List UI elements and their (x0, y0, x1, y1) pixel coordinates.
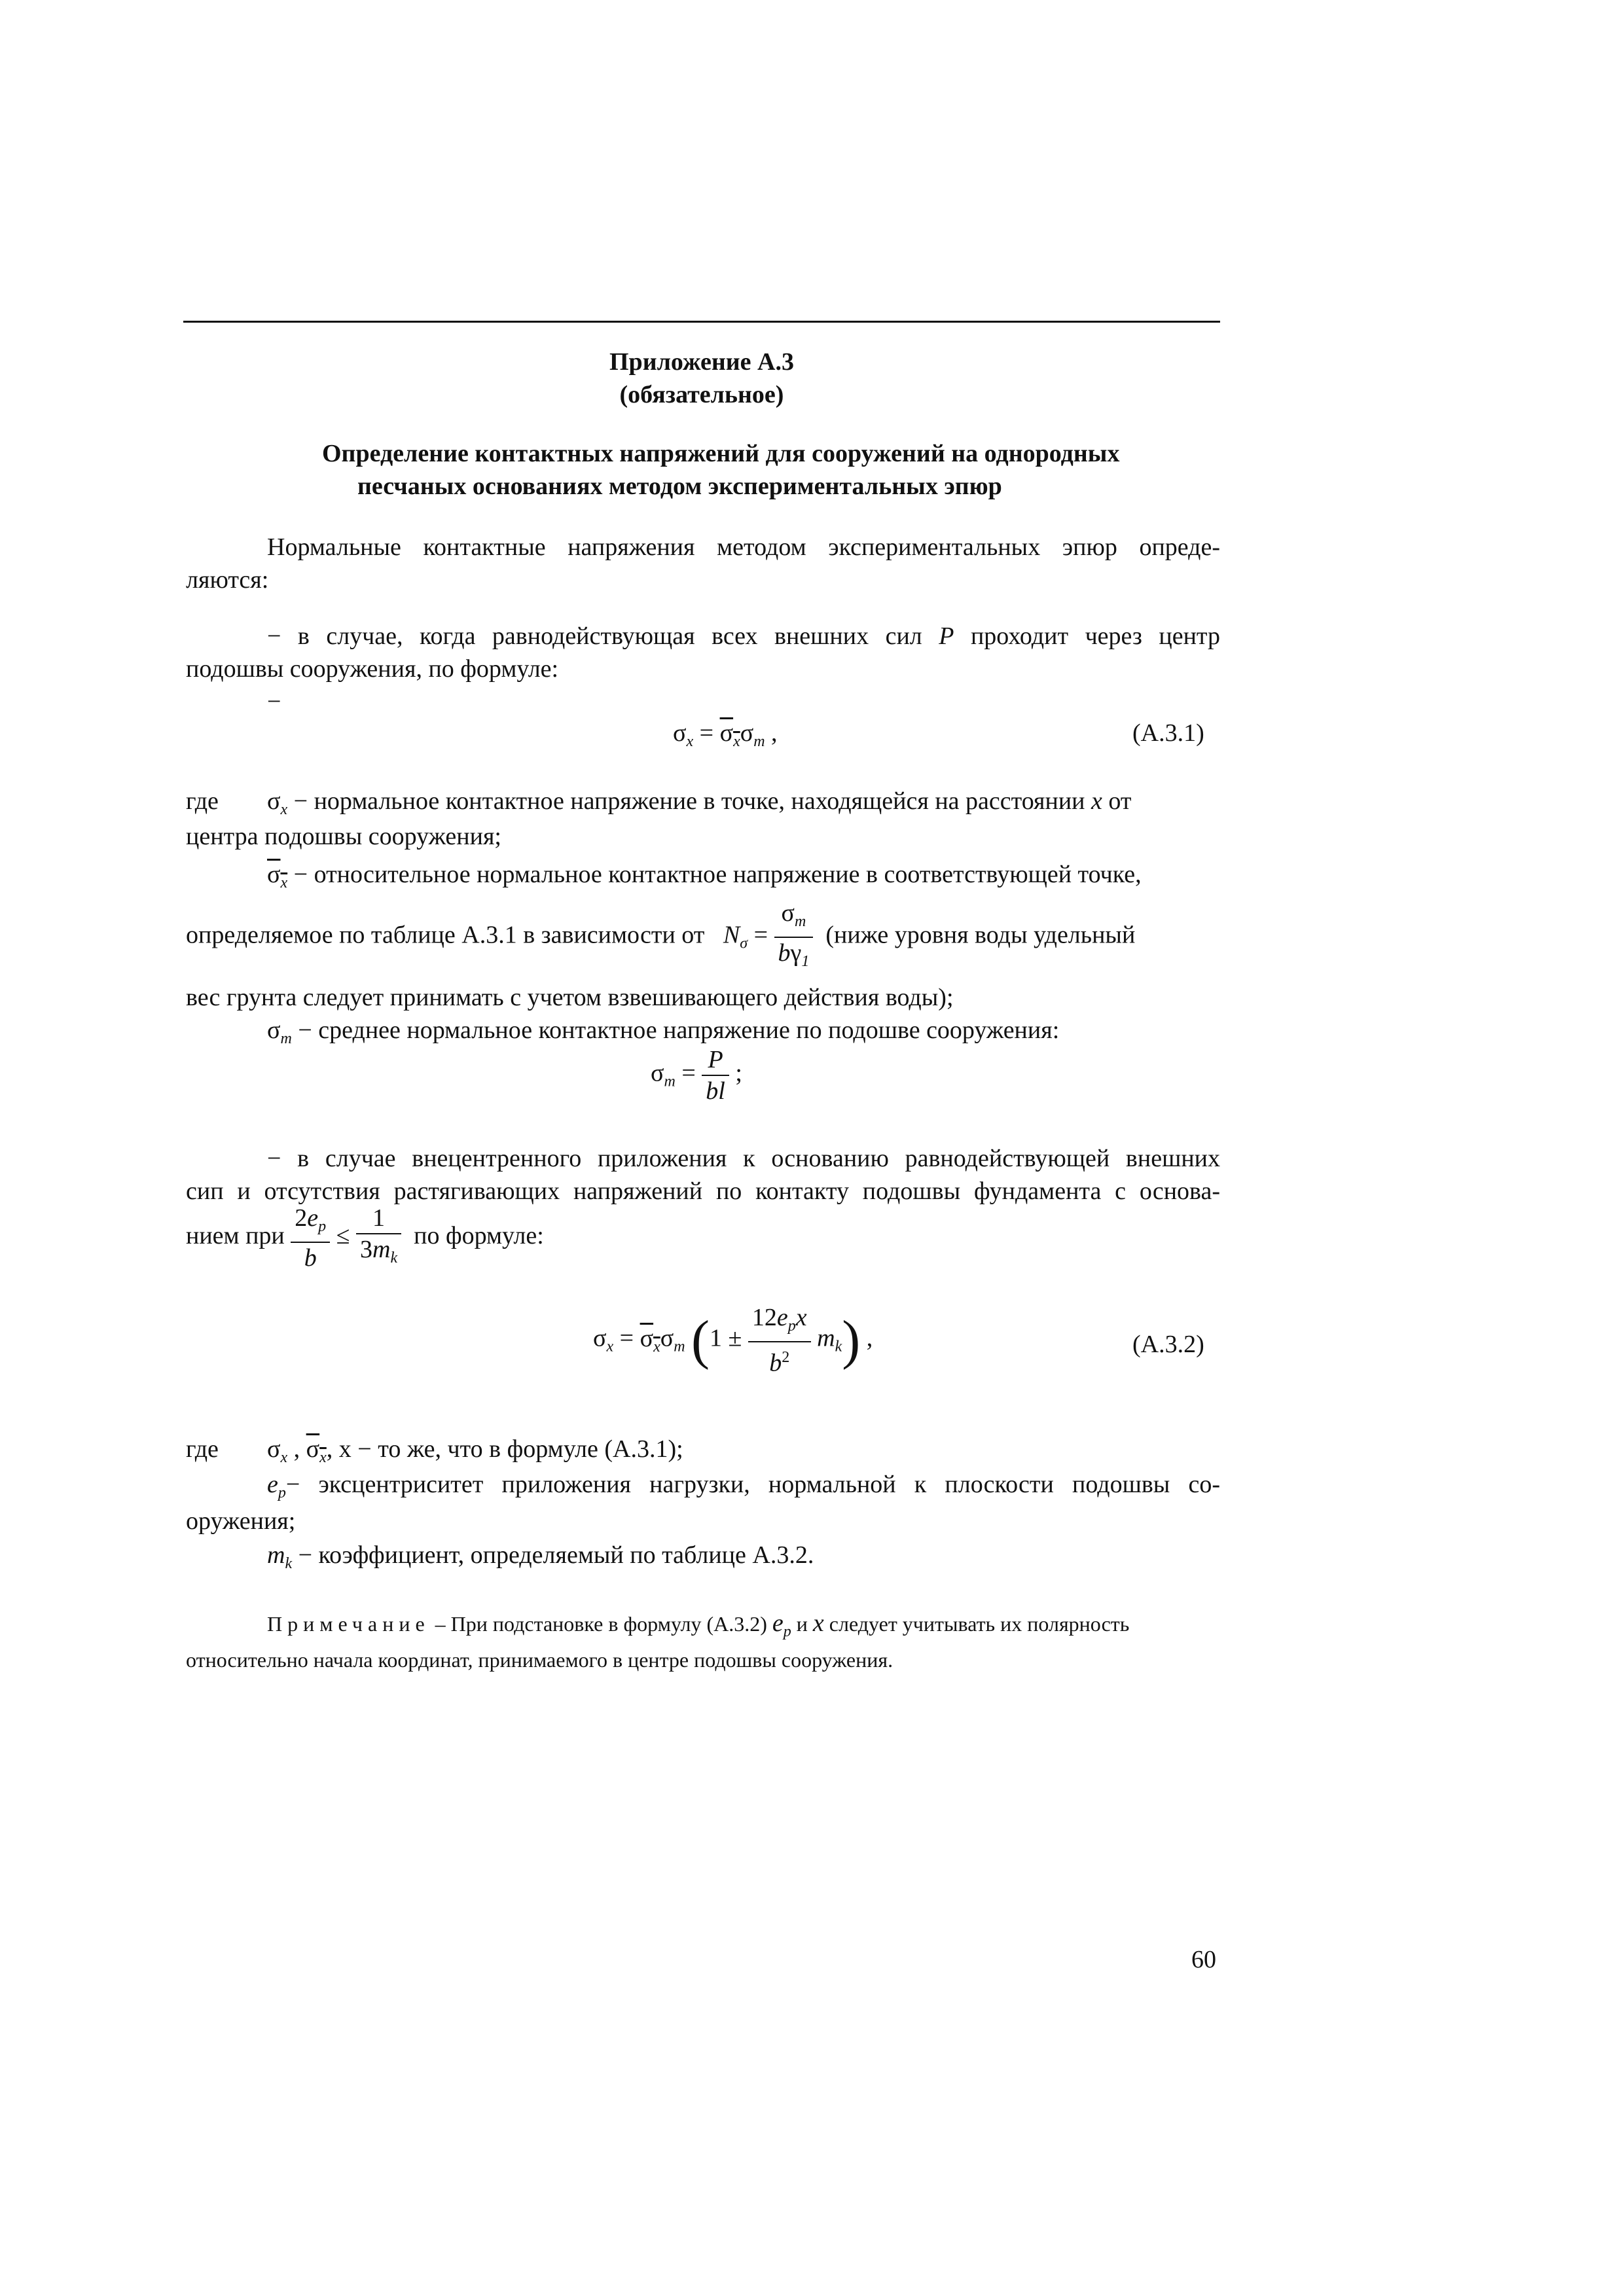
def-sigma-bar-line3: вес грунта следует принимать с учетом взвешивающего действия воды); (186, 984, 954, 1011)
note-line2: относительно начала координат, принимаемого в центре подошвы сооружения. (186, 1648, 893, 1672)
page-number: 60 (1191, 1946, 1216, 1973)
appendix-status: (обязательное) (619, 381, 784, 408)
eccentricity-fraction: $\frac{2e_p}{b}$ (291, 1203, 330, 1273)
formula-a31: $\sigma_x = \sigma_x\sigma_m$ , (673, 719, 778, 750)
case2-line2: сип и отсутствия растягивающих напряжений по контакту подошвы фундамента с основа- (186, 1177, 1220, 1205)
note-line1: Примечание – При подстановке в формулу (А.3.2) $e_p$ и x следует учитывать их полярность (267, 1609, 1130, 1640)
def-sigma-bar-line2: определяемое по таблице А.3.1 в зависимости от $N_\sigma$ = $\frac{\sigma_m}{b\gamma_1}$ (ниже уровня воды удельный (186, 898, 1135, 977)
def2-same: $\sigma_x$ , $\sigma_x$, x − то же, что в формуле (А.3.1); (267, 1435, 683, 1466)
p-over-bl-fraction: $\frac{P}{bl}$ (702, 1045, 729, 1106)
def-ep-line1: $e_p-$ эксцентриситет приложения нагрузки, нормальной к плоскости подошвы со- (267, 1471, 1220, 1501)
section-title-line2: песчаных основаниях методом экспериментальных эпюр (357, 473, 1002, 500)
formula-a32-number: (А.3.2) (1132, 1331, 1204, 1358)
header-rule (183, 321, 1220, 323)
note-label: Примечание (267, 1612, 430, 1636)
def-sigma-m: $\sigma_m$ − среднее нормальное контактное напряжение по подошве сооружения: (267, 1016, 1060, 1047)
def-ep-line2: оружения; (186, 1507, 296, 1535)
appendix-title: Приложение А.3 (609, 348, 794, 376)
formula-a31-number: (А.3.1) (1132, 719, 1204, 747)
n-sigma-fraction: $\frac{\sigma_m}{b\gamma_1}$ (774, 898, 814, 977)
where2-label: где (186, 1435, 219, 1463)
one-over-3mk-fraction: $\frac{1}{3m_k}$ (356, 1203, 401, 1273)
formula-sigma-m: $\sigma_m$ = $\frac{P}{bl}$ ; (651, 1046, 742, 1105)
case2-line1: − в случае внецентренного приложения к основанию равнодействующей внешних (267, 1145, 1220, 1172)
intro-line2: ляются: (186, 566, 269, 594)
formula-a32-fraction: $\frac{12e_px}{b^2}$ (748, 1302, 811, 1378)
intro-line1: Нормальные контактные напряжения методом экспериментальных эпюр опреде- (267, 533, 1220, 561)
case2-line3: нием при $\frac{2e_p}{b}$ ≤ $\frac{1}{3m_k}$ по формуле: (186, 1204, 544, 1272)
def-mk: $m_k$ − коэффициент, определяемый по таблице А.3.2. (267, 1541, 814, 1572)
formula-a32: $\sigma_x = \sigma_x\sigma_m$ (1 ± $\frac{12e_px}{b^2}$ $m_k$) , (593, 1304, 873, 1377)
section-title-line1: Определение контактных напряжений для сооружений на однородных (322, 440, 1120, 467)
case1-line2: подошвы сооружения, по формуле: (186, 655, 559, 683)
where-label: где (186, 787, 219, 815)
def-sigma-bar: $\sigma_x$ − относительное нормальное контактное напряжение в соответствующей точке, (267, 861, 1142, 891)
def-sigma-x: $\sigma_x$ − нормальное контактное напряжение в точке, находящейся на расстоянии x от (267, 787, 1132, 818)
def-sigma-x-line2: центра подошвы сооружения; (186, 823, 501, 850)
case1-line1: − в случае, когда равнодействующая всех внешних сил P проходит через центр (267, 622, 1220, 650)
stray-dash: − (267, 688, 281, 715)
